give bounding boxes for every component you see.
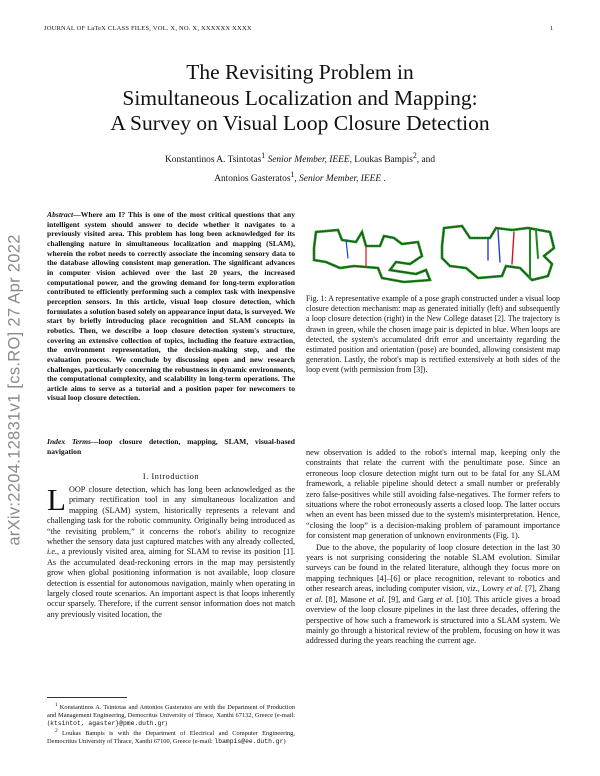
introduction-text: LOOP closure detection, which has long been acknowledged as the primary rectification tool in any simultaneous localization and mapping (SLAM) system, historically represents a relevant and challenging task for the robotic community. Originally being introduced as “the revisiting problem,” it concerns the robot's ability to recognize whether the sensory data just captured matches with any already collected, i.e., a previously visited area, aiming for SLAM to revise its position [1]. As the accumulated dead-reckoning errors in the map may persistently grow when global positioning information is not available, loop closure detection is essential for autonomous navigation, mainly when operating in largely closed route scenarios. An important aspect is that loops inherently occur sparsely. Therefore, if the current sensor information does not match any previously visited location, the bbox=[47, 482, 295, 619]
index-terms-text: —loop closure detection, mapping, SLAM, visual-based navigation bbox=[47, 437, 295, 456]
email-link[interactable]: ktsintot, agaster bbox=[50, 719, 116, 727]
image-pair-left bbox=[346, 240, 348, 258]
figure-caption: Fig. 1: A representative example of a pose graph constructed under a visual loop closure detection mechanism: map as generated initially (left) and subsequently a loop closure detection (right) in the New College dataset [2]. The trajectory is drawn in green, while the chosen image pair is depicted in blue. When loops are detected, the system's accumulated drift error and uncertainty regarding the estimated position and orientation (pose) are bounded, allowing consistent map generation. Lastly, the robot's map is rectified extensively at both sides of the loop event (with permission from [3]). bbox=[306, 294, 560, 375]
loop-edge-right bbox=[512, 232, 514, 264]
pose-graph-image bbox=[306, 218, 560, 290]
author-role: Senior Member, IEEE bbox=[299, 173, 382, 184]
abstract-label: Abstract bbox=[47, 210, 74, 219]
paper-title: The Revisiting Problem in Simultaneous Localization and Mapping: A Survey on Visual Loop Closure Detection bbox=[110, 60, 490, 135]
arxiv-identifier: arXiv:2204.12831v1 [cs.RO] 27 Apr 2022 bbox=[5, 234, 24, 546]
right-column-text: new observation is added to the robot's internal map, keeping only the constraints that relate the current with the penultimate pose. Since an erroneous loop closure detection might turn out to be fatal for any SLAM framework, a reliable pipeline should detect a small number or preferably zero false-positives while still avoiding false-negatives. The former refers to situations where the robot erroneously asserts a closed loop. The latter occurs when an event has been missed due to the system's misinterpretation. Hence, “closing the loop” is a decision-making problem of paramount importance for consistent map generation of unknown environments (Fig. 1). Due to the above, the popularity of loop closure detection in the last 30 years is not surprising considering the notable SLAM evolution. Similar surveys can be found in the related literature, although they focus more on mapping techniques [4]–[6] or place recognition, relevant to robotics and other research areas, including computer vision, viz., Lowry et al. [7], Zhang et al. [8], Masone et al. [9], and Garg et al. [10]. This article gives a broad overview of the loop closure pipelines in the last three decades, offering the perspective of how such a framework is structured into a SLAM system. We mainly go through a historical review of the problem, focusing on how it was addressed during the years reaching the current age. bbox=[306, 448, 560, 646]
image-pair-right bbox=[488, 230, 500, 262]
author-role: Senior Member, IEEE bbox=[267, 155, 350, 166]
author-name: , Loukas Bampis bbox=[349, 155, 413, 166]
page-number: 1 bbox=[550, 25, 554, 32]
index-terms-label: Index Terms bbox=[47, 437, 91, 446]
footnotes: $^1$ Konstantinos A. Tsintotas and Antonios Gasteratos are with the Department of Production and Management Engineering, Democritus University of Thrace, Xanthi 67132, Greece (e-mail: {ktsintot, agaster}@pme.duth.gr) $^2$ Loukas Bampis is with the Department of Electrical and Computer Engineering, Democritus University of Thrace, Xanthi 67100, Greece (e-mail: lbampis@ee.duth.gr) bbox=[47, 702, 295, 745]
author-name: Antonios Gasteratos bbox=[214, 173, 291, 184]
author-name: Konstantinos A. Tsintotas bbox=[164, 155, 262, 166]
index-terms bbox=[47, 437, 295, 456]
arxiv-sidebar bbox=[0, 205, 30, 575]
pose-graph-left bbox=[314, 230, 430, 282]
footnote-divider bbox=[47, 697, 127, 698]
running-header: JOURNAL OF LaTeX CLASS FILES, VOL. X, NO. X, XXXXXX XXXX bbox=[44, 25, 252, 32]
email-link[interactable]: lbampis@ee.duth.gr bbox=[214, 737, 284, 745]
section-heading: I. Introduction bbox=[142, 472, 200, 481]
pose-graph-right bbox=[442, 226, 554, 280]
author-list: Konstantinos A. Tsintotas$^1$ Senior Member, IEEE, Loukas Bampis$^2$, and Antonios Gasteratos$^1$, Senior Member, IEEE . bbox=[164, 151, 436, 184]
abstract bbox=[47, 210, 295, 403]
trajectory-path-left bbox=[314, 230, 430, 282]
trajectory-branch bbox=[530, 230, 538, 278]
drop-cap: L bbox=[47, 482, 66, 517]
figure-pose-graph bbox=[306, 218, 560, 290]
abstract-text: —Where am I? This is one of the most critical questions that any intelligent system should answer to decide whether it navigates to a previously visited area. This problem has long been acknowledged for its challenging nature in simultaneous localization and mapping (SLAM), wherein the robot needs to correctly associate the incoming sensory data to the database allowing consistent map generation. The significant advances in computer vision achieved over the last 20 years, the increased computational power, and the growing demand for long-term exploration contributed to efficiently performing such a complex task with inexpensive perception sensors. In this article, visual loop closure detection, which formulates a solution based solely on appearance input data, is surveyed. We start by briefly introducing place recognition and SLAM concepts in robotics. Then, we describe a loop closure detection system's structure, covering an extensive collection of topics, including the feature extraction, the environment representation, the decision-making step, and the evaluation process. We conclude by discussing open and new research challenges, particularly concerning the robustness in dynamic environments, the computational complexity, and scalability in long-term operations. The article aims to serve as a tutorial and a position paper for newcomers to visual loop closure detection. bbox=[47, 210, 295, 403]
